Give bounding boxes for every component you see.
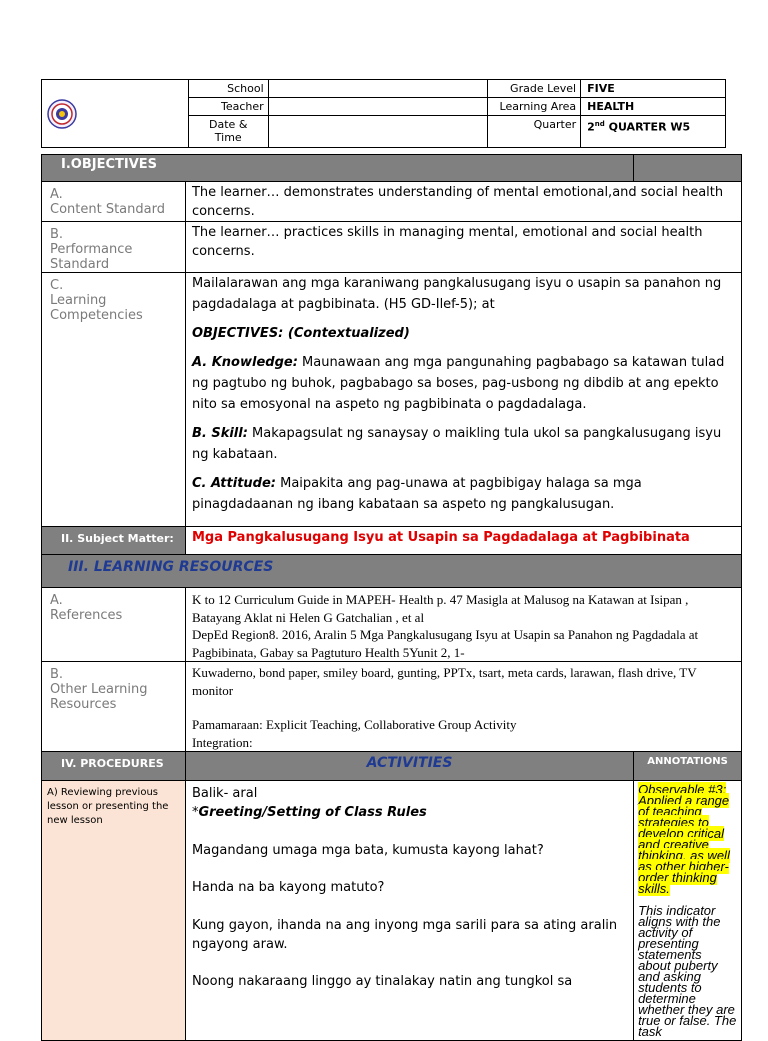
annotations-heading: ANNOTATIONS [634, 752, 742, 781]
step-a-activity [185, 781, 633, 1041]
reference-2: DepEd Region8. 2016, Aralin 5 Mga Pangkalusugang Isyu at Usapin sa Panahon ng Pagdadala at Pagbibinata, Gabay sa Pagtuturo Health 5Yunit 2, 1- [191, 627, 699, 660]
activity-line-4: Noong nakaraang linggo ay tinalakay natin ang tungkol sa [191, 974, 573, 989]
annotation-highlight: Observable #3: Applied a range of teaching strategies to develop critical and creative thinking, as well as other higher-order thinking skills. [638, 782, 730, 896]
content-standard-text: The learner… demonstrates understanding of mental emotional,and social health concerns. [185, 182, 741, 222]
other-resources-num: B. [50, 667, 64, 682]
reference-1: K to 12 Curriculum Guide in MAPEH- Health p. 47 Masigla at Malusog na Katawan at Isipan , Batayang Aklat ni Helen G Gatchalian , et al [191, 592, 689, 625]
objectives-heading-blank [634, 155, 742, 182]
activity-line-3: Kung gayon, ihanda na ang inyong mga sarili para sa ating aralin ngayong araw. [191, 918, 618, 952]
date-value [268, 116, 488, 148]
references-label [42, 588, 186, 662]
balik-aral-text: Balik- aral [191, 786, 258, 801]
activities-title: ACTIVITIES [366, 755, 453, 771]
references-content [185, 588, 741, 662]
subject-matter-label: II. Subject Matter: [42, 527, 186, 555]
knowledge-objective [192, 352, 735, 415]
time-label: Time [214, 131, 242, 144]
performance-standard-text: The learner… practices skills in managing mental, emotional and social health concerns. [185, 222, 741, 273]
competencies-label-text: Learning Competencies [50, 293, 143, 323]
greeting-text: Greeting/Setting of Class Rules [198, 805, 427, 820]
integration-text: Integration: [191, 734, 253, 750]
attitude-objective [192, 473, 735, 515]
step-a-annotation [634, 781, 742, 1041]
lesson-plan-table [41, 154, 742, 1041]
grade-level-label: Grade Level [488, 80, 581, 98]
activity-line-1: Magandang umaga mga bata, kumusta kayong lahat? [191, 843, 544, 858]
other-resources-label-text: Other Learning Resources [50, 682, 148, 712]
annotation-note: This indicator aligns with the activity of presenting statements about puberty and asking students to determine whether they are true or false. The task [638, 903, 737, 1039]
subject-matter-value: Mga Pangkalusugang Isyu at Usapin sa Pagdadalaga at Pagbibinata [185, 527, 741, 555]
greeting-line [192, 803, 627, 822]
content-standard-label [42, 182, 186, 222]
content-standard-label-text: Content Standard [50, 202, 165, 217]
teacher-label: Teacher [188, 98, 268, 116]
contextualized-heading: OBJECTIVES: (Contextualized) [191, 326, 410, 341]
learning-resources-heading [42, 555, 742, 588]
quarter-label: Quarter [488, 116, 581, 148]
learning-competencies-label [42, 273, 186, 527]
learning-area-label: Learning Area [488, 98, 581, 116]
deped-seal-icon [47, 99, 77, 129]
materials-text: Kuwaderno, bond paper, smiley board, gunting, PPTx, tsart, meta cards, larawan, flash drive, TV monitor [191, 665, 697, 698]
method-text: Pamamaraan: Explicit Teaching, Collaborative Group Activity [191, 717, 517, 732]
performance-standard-label [42, 222, 186, 273]
learning-area-value: HEALTH [581, 98, 726, 116]
learning-competencies-content [185, 273, 741, 527]
grade-level-value: FIVE [581, 80, 726, 98]
references-label-text: References [50, 608, 123, 623]
activity-line-2: Handa na ba kayong matuto? [191, 880, 385, 895]
performance-standard-num: B. [50, 227, 64, 242]
skill-label: B. Skill: [191, 426, 248, 441]
quarter-suffix: nd [594, 120, 605, 128]
references-num: A. [50, 593, 63, 608]
greeting-prefix: * [191, 805, 199, 820]
other-resources-label [42, 662, 186, 752]
skill-text: Makapagsulat ng sanaysay o maikling tula ukol sa pangkalusugang isyu ng kabataan. [191, 426, 722, 462]
learning-resources-title: III. LEARNING RESOURCES [68, 559, 274, 575]
activities-heading [185, 752, 633, 781]
competency-text: Mailalarawan ang mga karaniwang pangkalusugang isyu o usapin sa panahon ng pagdadalaga at pagbibinata. (H5 GD-Ilef-5); at [191, 276, 722, 312]
logo-cell [42, 80, 189, 148]
skill-objective [192, 423, 735, 465]
other-resources-content [185, 662, 741, 752]
quarter-value [581, 116, 726, 148]
quarter-text: QUARTER W5 [604, 120, 691, 134]
school-value [268, 80, 488, 98]
step-a-label: A) Reviewing previous lesson or presenting the new lesson [42, 781, 186, 1041]
attitude-text: Maipakita ang pag-unawa at pagbibigay halaga sa mga pinagdadaanan ng ibang kabataan sa aspeto ng pangkalusugan. [191, 476, 642, 512]
quarter-number: 2 [587, 120, 595, 134]
date-label: Date & [209, 118, 248, 131]
objectives-heading: I.OBJECTIVES [42, 155, 634, 182]
content-standard-num: A. [50, 187, 63, 202]
header-table [41, 79, 726, 148]
teacher-value [268, 98, 488, 116]
competencies-num: C. [50, 278, 64, 293]
school-label: School [188, 80, 268, 98]
attitude-label: C. Attitude: [191, 476, 276, 491]
date-time-label [188, 116, 268, 148]
knowledge-text: Maunawaan ang mga pangunahing pagbabago sa katawan tulad ng pagtubo ng buhok, pagbabago sa boses, pag-usbong ng dibdib at ang epekto nito sa emosyonal na aspeto ng pagbibinata o pagdadalaga. [191, 355, 725, 412]
performance-standard-label-text: Performance Standard [50, 242, 133, 272]
annotation-observable [638, 784, 737, 894]
procedures-heading: IV. PROCEDURES [42, 752, 186, 781]
knowledge-label: A. Knowledge: [191, 355, 298, 370]
